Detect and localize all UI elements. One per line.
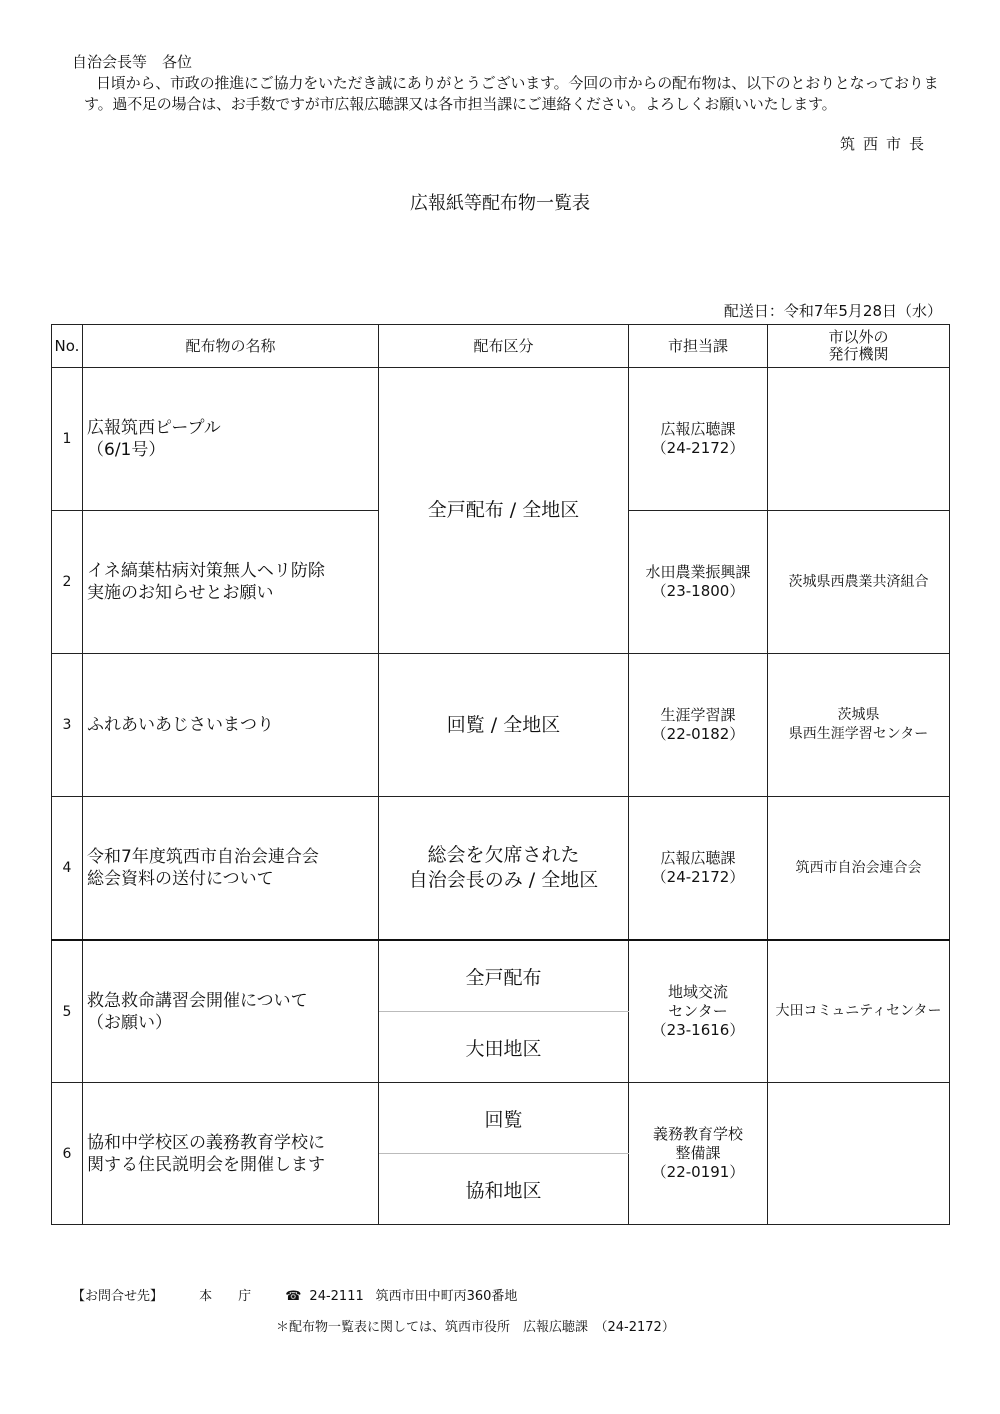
publisher: 茨城県西農業共済組合	[768, 511, 950, 654]
publisher	[768, 368, 950, 511]
telephone-icon: ☎	[285, 1289, 302, 1304]
distribution-category-line1: 総会を欠席された	[427, 844, 580, 866]
contact-address: 筑西市田中町丙360番地	[375, 1289, 518, 1304]
distribution-category: 回覧 / 全地区	[379, 654, 629, 797]
row-number: 6	[52, 1083, 83, 1225]
signature: 筑西市長	[839, 135, 932, 153]
item-name-line1: 協和中学校区の義務教育学校に	[87, 1132, 325, 1153]
item-name	[83, 1083, 379, 1225]
row-number: 2	[52, 511, 83, 654]
contact-office: 本庁	[199, 1289, 278, 1304]
department	[629, 654, 768, 797]
col-header-publisher-line1: 市以外の	[828, 328, 889, 346]
department-phone: （24-2172）	[651, 439, 745, 457]
document-title: 広報紙等配布物一覧表	[410, 193, 590, 214]
item-name	[83, 511, 379, 654]
col-header-name: 配布物の名称	[83, 325, 379, 368]
department	[629, 511, 768, 654]
item-name-line2: （お願い）	[87, 1012, 172, 1033]
item-name-line2: 実施のお知らせとお願い	[87, 583, 274, 603]
publisher-line1: 茨城県	[837, 707, 880, 723]
distribution-category-top: 回覧	[379, 1083, 629, 1154]
department-name-line2: センター	[668, 1002, 728, 1020]
item-name-line1: 救急救命講習会開催について	[87, 990, 308, 1011]
table-row-4	[52, 797, 950, 941]
item-name-line1: イネ縞葉枯病対策無人ヘリ防除	[87, 561, 325, 581]
row-number: 1	[52, 368, 83, 511]
col-header-category: 配布区分	[379, 325, 629, 368]
publisher	[768, 654, 950, 797]
publisher-line2: 県西生涯学習センター	[788, 726, 929, 742]
table-row-5	[52, 940, 950, 1012]
department-phone: （23-1800）	[651, 582, 745, 600]
department-name: 水田農業振興課	[645, 563, 751, 581]
addressee: 自治会長等 各位	[72, 53, 193, 71]
greeting-paragraph: 日頃から、市政の推進にご協力をいただき誠にありがとうございます。今回の市からの配布物は、以下のとおりとなっております。過不足の場合は、お手数ですが市広報広聴課又は各市担当課にご連絡ください。よろしくお願いいたします。	[84, 74, 939, 113]
publisher: 筑西市自治会連合会	[768, 797, 950, 941]
department-phone: （22-0182）	[651, 725, 745, 743]
item-name-line1: 令和7年度筑西市自治会連合会	[87, 847, 319, 867]
item-name	[83, 368, 379, 511]
department-phone: （22-0191）	[651, 1163, 745, 1181]
contact-phone: 24-2111	[309, 1289, 364, 1304]
distribution-table	[51, 324, 950, 1225]
col-header-publisher-line2: 発行機関	[828, 345, 889, 363]
row-number: 4	[52, 797, 83, 941]
department	[629, 368, 768, 511]
table-row-6	[52, 1083, 950, 1154]
department-name: 広報広聴課	[660, 849, 736, 867]
department-name-line1: 義務教育学校	[652, 1125, 743, 1143]
row-number: 3	[52, 654, 83, 797]
table-row-1	[52, 368, 950, 511]
distribution-category-bottom: 協和地区	[379, 1154, 629, 1225]
item-name-line1: 広報筑西ピープル	[87, 418, 221, 438]
department-name: 広報広聴課	[660, 420, 736, 438]
department	[629, 940, 768, 1083]
department-name: 生涯学習課	[660, 706, 736, 724]
item-name: ふれあいあじさいまつり	[83, 654, 379, 797]
delivery-date: 配送日：令和7年5月28日（水）	[723, 302, 942, 320]
contact-info	[72, 1285, 517, 1304]
department-phone: （23-1616）	[651, 1021, 745, 1039]
publisher: 大田コミュニティセンター	[768, 940, 950, 1083]
distribution-category-top: 全戸配布	[379, 940, 629, 1012]
distribution-category	[379, 797, 629, 941]
table-header-row	[52, 325, 950, 368]
item-name-line2: （6/1号）	[87, 440, 166, 460]
item-name-line2: 関する住民説明会を開催します	[87, 1154, 325, 1175]
distribution-category-bottom: 大田地区	[379, 1012, 629, 1083]
department-name-line1: 地域交流	[667, 983, 728, 1001]
distribution-category-shared: 全戸配布 / 全地区	[379, 368, 629, 654]
item-name	[83, 797, 379, 941]
distribution-category-line2: 自治会長のみ / 全地区	[408, 869, 599, 891]
department	[629, 1083, 768, 1225]
row-number: 5	[52, 940, 83, 1083]
item-name-line2: 総会資料の送付について	[87, 869, 274, 889]
department	[629, 797, 768, 941]
col-header-no: No.	[52, 325, 83, 368]
item-name	[83, 940, 379, 1083]
department-phone: （24-2172）	[651, 868, 745, 886]
publisher	[768, 1083, 950, 1225]
footnote: ＊配布物一覧表に関しては、筑西市役所 広報広聴課 （24-2172）	[276, 1320, 675, 1335]
col-header-publisher	[768, 325, 950, 368]
col-header-dept: 市担当課	[629, 325, 768, 368]
table-row-3	[52, 654, 950, 797]
contact-label: 【お問合せ先】	[72, 1289, 164, 1304]
department-name-line2: 整備課	[675, 1144, 721, 1162]
